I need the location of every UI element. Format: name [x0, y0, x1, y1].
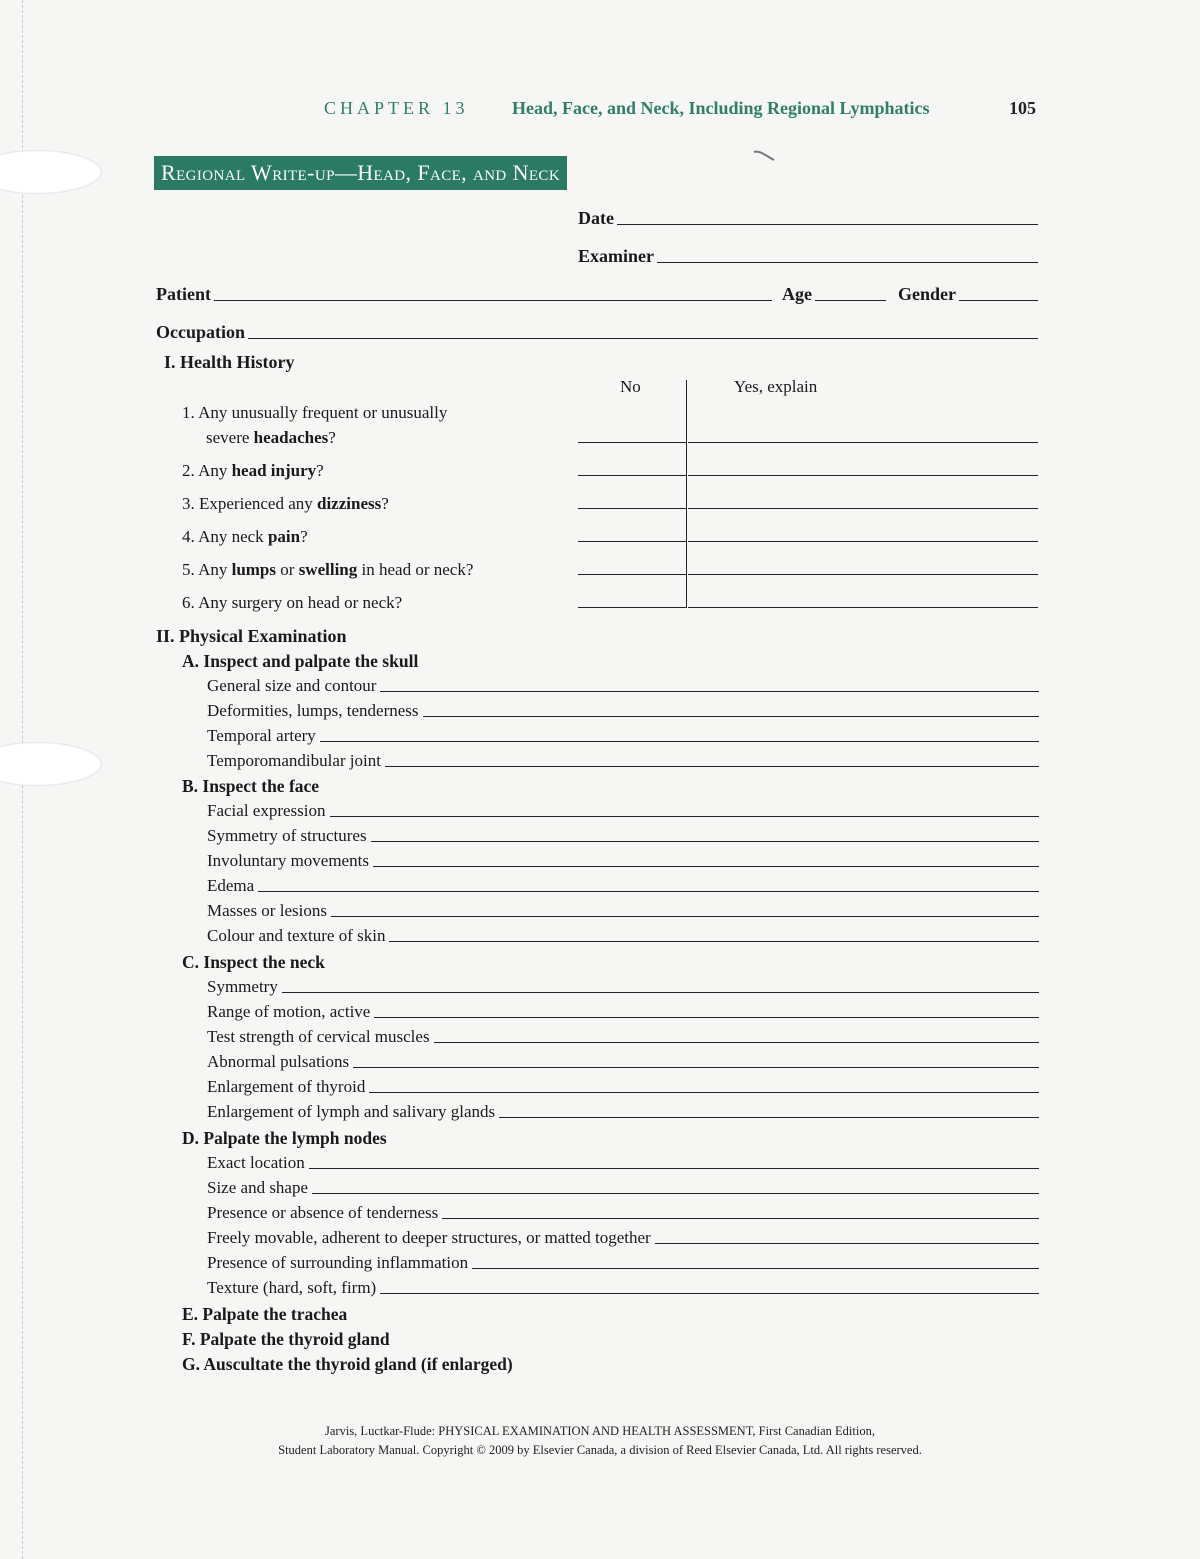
answer-no-5[interactable] — [578, 574, 686, 575]
gender-label: Gender — [898, 284, 956, 304]
patient-label: Patient — [156, 284, 211, 304]
exam-item[interactable]: General size and contour — [207, 676, 1039, 696]
occupation-label: Occupation — [156, 322, 246, 342]
answer-yes-1[interactable] — [688, 442, 1038, 443]
section-c-title: C. Inspect the neck — [182, 952, 325, 972]
date-label: Date — [578, 208, 614, 228]
col-yes-header: Yes, explain — [734, 377, 818, 396]
footer-line-2: Student Laboratory Manual. Copyright © 2009 by Elsevier Canada, a division of Reed Elsevier Canada, Ltd. All rights reserved. — [278, 1443, 922, 1457]
chapter-title: Head, Face, and Neck, Including Regional Lymphatics — [512, 98, 930, 118]
col-no-header: No — [620, 377, 641, 396]
question-5: 5. Any lumps or swelling in head or neck? — [182, 560, 474, 579]
footer-line-1: Jarvis, Luctkar-Flude: PHYSICAL EXAMINATION AND HEALTH ASSESSMENT, First Canadian Edition, — [325, 1424, 875, 1438]
section-f-title: F. Palpate the thyroid gland — [182, 1329, 390, 1349]
exam-item[interactable]: Size and shape — [207, 1178, 1039, 1198]
answer-no-2[interactable] — [578, 475, 686, 476]
exam-item[interactable]: Symmetry — [207, 977, 1039, 997]
exam-item[interactable]: Freely movable, adherent to deeper structures, or matted together — [207, 1228, 1039, 1248]
punch-hole-top — [0, 150, 102, 194]
section-a-title: A. Inspect and palpate the skull — [182, 651, 419, 671]
page-number: 105 — [1009, 98, 1036, 118]
age-label: Age — [782, 284, 812, 304]
exam-item[interactable]: Test strength of cervical muscles — [207, 1027, 1039, 1047]
answer-yes-5[interactable] — [688, 574, 1038, 575]
exam-item[interactable]: Abnormal pulsations — [207, 1052, 1039, 1072]
occupation-field[interactable] — [156, 322, 1038, 343]
section-d-title: D. Palpate the lymph nodes — [182, 1128, 387, 1148]
answer-no-1[interactable] — [578, 442, 686, 443]
question-1: 1. Any unusually frequent or unusually severe headaches? — [182, 403, 448, 447]
exam-item[interactable]: Enlargement of thyroid — [207, 1077, 1039, 1097]
age-field[interactable] — [782, 284, 886, 305]
question-2: 2. Any head injury? — [182, 461, 324, 480]
question-4: 4. Any neck pain? — [182, 527, 308, 546]
exam-item[interactable]: Exact location — [207, 1153, 1039, 1173]
section-banner: Regional Write-up—Head, Face, and Neck — [154, 156, 567, 190]
section-g-title: G. Auscultate the thyroid gland (if enlarged) — [182, 1354, 513, 1374]
exam-item[interactable]: Colour and texture of skin — [207, 926, 1039, 946]
exam-item[interactable]: Range of motion, active — [207, 1002, 1039, 1022]
punch-hole-middle — [0, 742, 102, 786]
exam-item[interactable]: Involuntary movements — [207, 851, 1039, 871]
question-3: 3. Experienced any dizziness? — [182, 494, 389, 513]
table-divider — [686, 380, 687, 608]
section-e-title: E. Palpate the trachea — [182, 1304, 348, 1324]
physical-exam-heading: II. Physical Examination — [156, 626, 347, 646]
exam-item[interactable]: Masses or lesions — [207, 901, 1039, 921]
exam-item[interactable]: Deformities, lumps, tenderness — [207, 701, 1039, 721]
exam-item[interactable]: Edema — [207, 876, 1039, 896]
answer-yes-6[interactable] — [688, 607, 1038, 608]
question-6: 6. Any surgery on head or neck? — [182, 593, 403, 612]
answer-yes-4[interactable] — [688, 541, 1038, 542]
pen-mark — [752, 148, 776, 164]
patient-field[interactable] — [156, 284, 772, 305]
exam-item[interactable]: Presence of surrounding inflammation — [207, 1253, 1039, 1273]
gender-field[interactable] — [898, 284, 1038, 305]
section-b-title: B. Inspect the face — [182, 776, 320, 796]
answer-no-3[interactable] — [578, 508, 686, 509]
exam-item[interactable]: Temporomandibular joint — [207, 751, 1039, 771]
answer-yes-3[interactable] — [688, 508, 1038, 509]
chapter-label: CHAPTER 13 — [324, 98, 469, 118]
examiner-label: Examiner — [578, 246, 654, 266]
answer-no-4[interactable] — [578, 541, 686, 542]
exam-item[interactable]: Temporal artery — [207, 726, 1039, 746]
examiner-field[interactable] — [578, 246, 1038, 267]
exam-item[interactable]: Presence or absence of tenderness — [207, 1203, 1039, 1223]
exam-item[interactable]: Symmetry of structures — [207, 826, 1039, 846]
date-field[interactable] — [578, 208, 1038, 229]
answer-yes-2[interactable] — [688, 475, 1038, 476]
exam-item[interactable]: Facial expression — [207, 801, 1039, 821]
copyright-footer — [0, 1422, 1200, 1460]
exam-item[interactable]: Enlargement of lymph and salivary glands — [207, 1102, 1039, 1122]
answer-no-6[interactable] — [578, 607, 686, 608]
exam-item[interactable]: Texture (hard, soft, firm) — [207, 1278, 1039, 1298]
health-history-heading: I. Health History — [164, 352, 295, 372]
